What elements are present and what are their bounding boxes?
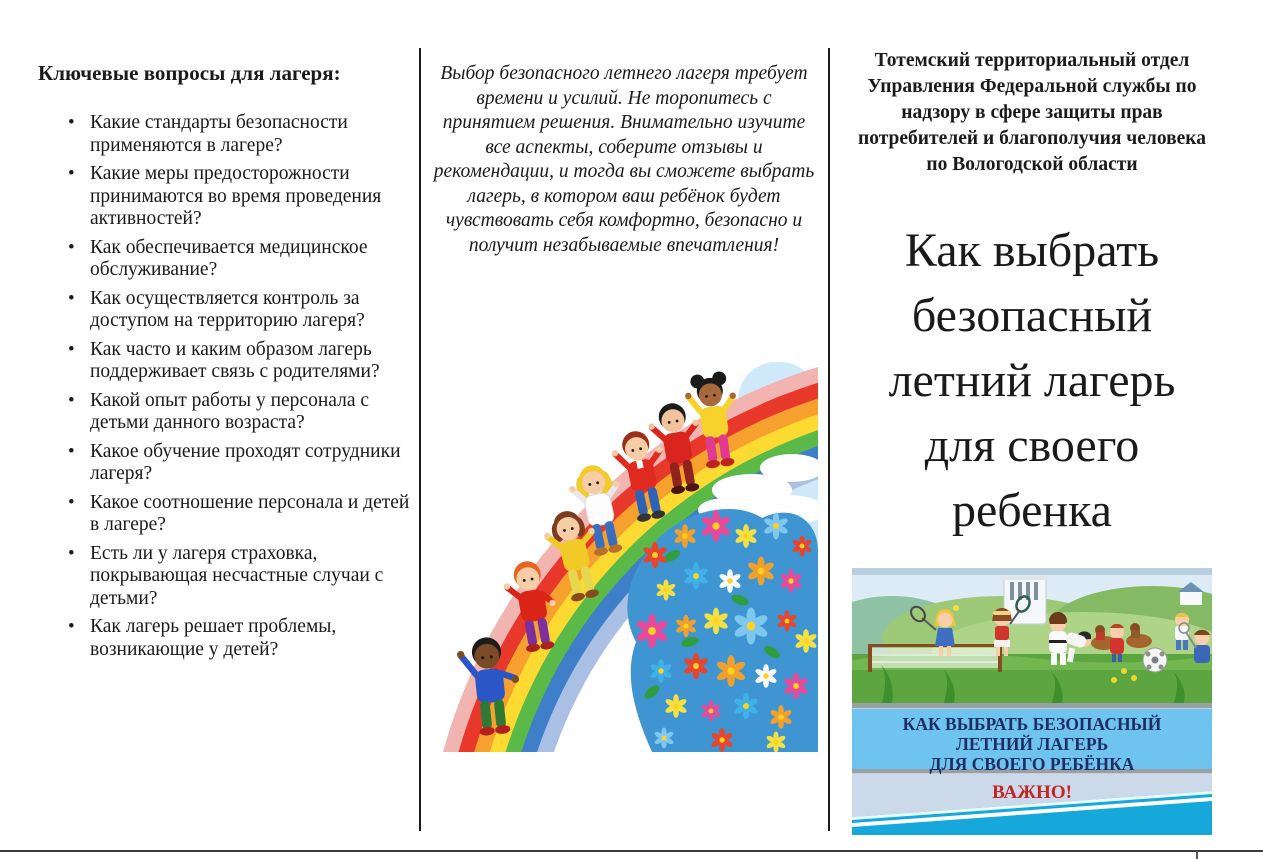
key-questions-heading: Ключевые вопросы для лагеря: — [38, 61, 341, 85]
column-divider-right — [828, 48, 830, 831]
important-label: ВАЖНО! — [992, 782, 1072, 803]
sports-scene-svg — [852, 568, 1212, 703]
column-divider-left — [419, 48, 421, 831]
question-item: • Какой опыт работы у персонала с детьми данного возраста? — [66, 390, 412, 435]
intro-paragraph: Выбор безопасного летнего лагеря требует времени и усилий. Не торопитесь с принятием решения. Внимательно изучите все аспекты, соберите отзывы и рекомендации, и тогда вы сможете выбрать лагерь, в котором ваш ребёнок будет чувствовать себя комфортно, безопасно и получит незабываемые впечатления! — [433, 63, 815, 256]
question-item: • Какие стандарты безопасности применяются в лагере? — [66, 112, 412, 157]
title-line: для своего — [924, 419, 1140, 472]
card-important-band — [852, 774, 1212, 835]
rainbow-children-svg — [440, 340, 818, 752]
question-item: • Какие меры предосторожности принимаются во время проведения активностей? — [66, 163, 412, 231]
promo-card — [852, 568, 1212, 830]
question-item: • Как часто и каким образом лагерь поддерживает связь с родителями? — [66, 339, 412, 384]
question-item: • Как лагерь решает проблемы, возникающие у детей? — [66, 616, 412, 661]
organization-header: Тотемский территориальный отдел Управления Федеральной службы по надзору в сфере защиты прав потребителей и благополучия человека по Вологодской области — [858, 50, 1206, 175]
title-line: ребенка — [952, 484, 1112, 537]
title-line: безопасный — [911, 289, 1153, 342]
card-caption-line: ДЛЯ СВОЕГО РЕБЁНКА — [929, 754, 1135, 774]
card-caption-band — [852, 709, 1212, 774]
intro-panel — [430, 62, 818, 258]
rainbow-children-illustration — [440, 340, 818, 752]
title-line: летний лагерь — [888, 354, 1176, 407]
question-item: • Как обеспечивается медицинское обслуживание? — [66, 237, 412, 282]
sports-scene-illustration — [852, 568, 1212, 703]
bottom-rule — [0, 850, 1263, 852]
question-item: • Какое обучение проходят сотрудники лагеря? — [66, 441, 412, 486]
key-questions-panel — [38, 60, 412, 667]
question-item: • Какое соотношение персонала и детей в лагере? — [66, 492, 412, 537]
question-item: • Как осуществляется контроль за доступом на территорию лагеря? — [66, 288, 412, 333]
card-caption-line: ЛЕТНИЙ ЛАГЕРЬ — [955, 734, 1109, 754]
card-caption-line: КАК ВЫБРАТЬ БЕЗОПАСНЫЙ — [902, 714, 1162, 734]
brochure-title — [846, 218, 1218, 543]
title-line: Как выбрать — [904, 224, 1160, 277]
question-item: • Есть ли у лагеря страховка, покрывающая несчастные случаи с детьми? — [66, 543, 412, 611]
bottom-tick — [1196, 851, 1198, 859]
questions-list — [38, 112, 412, 661]
